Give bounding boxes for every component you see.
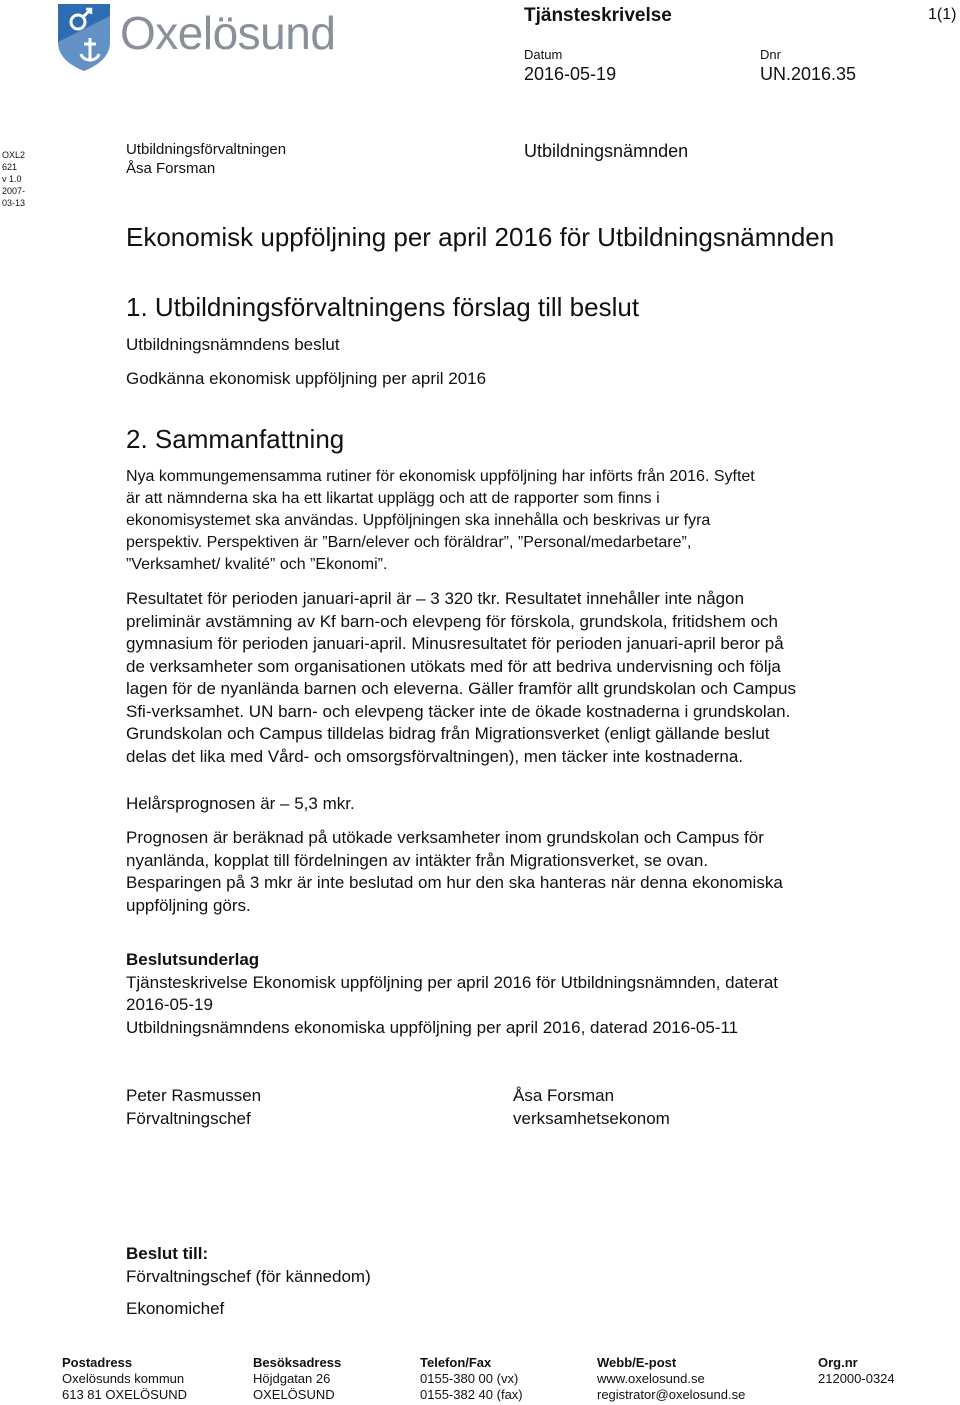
decision-basis: Beslutsunderlag Tjänsteskrivelse Ekonomisk uppföljning per april 2016 för Utbildningsnämnden, daterat 2016-05-19 Utbildningsnämndens ekonomiska uppföljning per april 2016, daterad 2016-05-11 — [126, 950, 779, 1037]
section1-heading: 1. Utbildningsförvaltningens förslag till beslut — [126, 292, 640, 322]
logo-wordmark: Oxelösund — [120, 7, 336, 59]
date-value: 2016-05-19 — [524, 64, 617, 84]
signature-2: Åsa Forsman verksamhetsekonom — [513, 1086, 670, 1128]
recipient: Utbildningsnämnden — [524, 141, 689, 161]
section1-proposal: Godkänna ekonomisk uppföljning per april 2016 — [126, 369, 487, 388]
sender-name: Åsa Forsman — [126, 160, 216, 177]
date-label: Datum — [524, 47, 563, 62]
summary-paragraph-4: Prognosen är beräknad på utökade verksamheter inom grundskolan och Campus för nyanlända, kopplat till fördelningen av intäkter från Migrationsverket, se ovan. Besparingen på 3 mkr är inte beslutad om hur den ska hanteras när denna ekonomiska uppföljning görs. — [126, 828, 783, 915]
footer-visit: Besöksadress Höjdgatan 26 OXELÖSUND — [253, 1355, 342, 1402]
distribution-item: Ekonomichef — [126, 1299, 225, 1318]
section1-subheading: Utbildningsnämndens beslut — [126, 335, 340, 354]
page-number: 1(1) — [928, 6, 957, 23]
footer-orgnr: Org.nr 212000-0324 — [818, 1355, 895, 1386]
dnr-value: UN.2016.35 — [760, 64, 857, 84]
decision-basis-heading: Beslutsunderlag — [126, 950, 260, 969]
summary-paragraph-1: Nya kommungemensamma rutiner för ekonomisk uppföljning har införts från 2016. Syftet är att nämnderna ska ha ett likartat upplägg och att de rapporter som finns i ekonomisystemet ska användas. Uppföljningen ska innehålla och beskrivas ur fyra perspektiv. Perspektiven är ”Barn/elever och föräldrar”, ”Personal/medarbetare”, ”Verksamhet/ kvalité” och ”Ekonomi”. — [126, 468, 755, 573]
template-code: OXL2 621 v 1.0 2007- 03-13 — [2, 150, 26, 208]
signature-1: Peter Rasmussen Förvaltningschef — [126, 1086, 262, 1128]
sender-block — [126, 140, 286, 178]
forecast-line: Helårsprognosen är – 5,3 mkr. — [126, 794, 355, 813]
summary-paragraph-2: Resultatet för perioden januari-april är – 3 320 tkr. Resultatet innehåller inte någon preliminär avstämning av Kf barn-och elevpeng för förskola, grundskola, fritidshem och gymnasium för perioden januari-april. Minusresultatet för perioden januari-april beror på de verksamheter som organisationen utökats med för att bedriva undervisning och följa lagen för de nyanlända barnen och eleverna. Gäller framför allt grundskolan och Campus Sfi-verksamhet. UN barn- och elevpeng täcker inte de ökade kostnaderna i grundskolan. Grundskolan och Campus tilldelas bidrag från Migrationsverket (enligt gällande beslut delas det lika med Vård- och omsorgsförvaltningen), men täcker inte kostnaderna. — [126, 589, 797, 766]
distribution-heading: Beslut till: — [126, 1244, 209, 1263]
dnr-label: Dnr — [760, 47, 781, 62]
sender-org: Utbildningsförvaltningen — [126, 141, 287, 158]
distribution: Beslut till: Förvaltningschef (för kännedom) — [126, 1244, 371, 1286]
footer-web: Webb/E-post www.oxelosund.se registrator@oxelosund.se — [597, 1355, 746, 1402]
footer-postal: Postadress Oxelösunds kommun 613 81 OXELÖSUND — [62, 1355, 188, 1402]
section2-heading: 2. Sammanfattning — [126, 424, 345, 454]
document-type: Tjänsteskrivelse — [524, 5, 672, 26]
municipality-crest-icon — [56, 2, 112, 72]
subject-title: Ekonomisk uppföljning per april 2016 för Utbildningsnämnden — [126, 222, 835, 252]
footer-phone: Telefon/Fax 0155-380 00 (vx) 0155-382 40 (fax) — [420, 1355, 523, 1402]
